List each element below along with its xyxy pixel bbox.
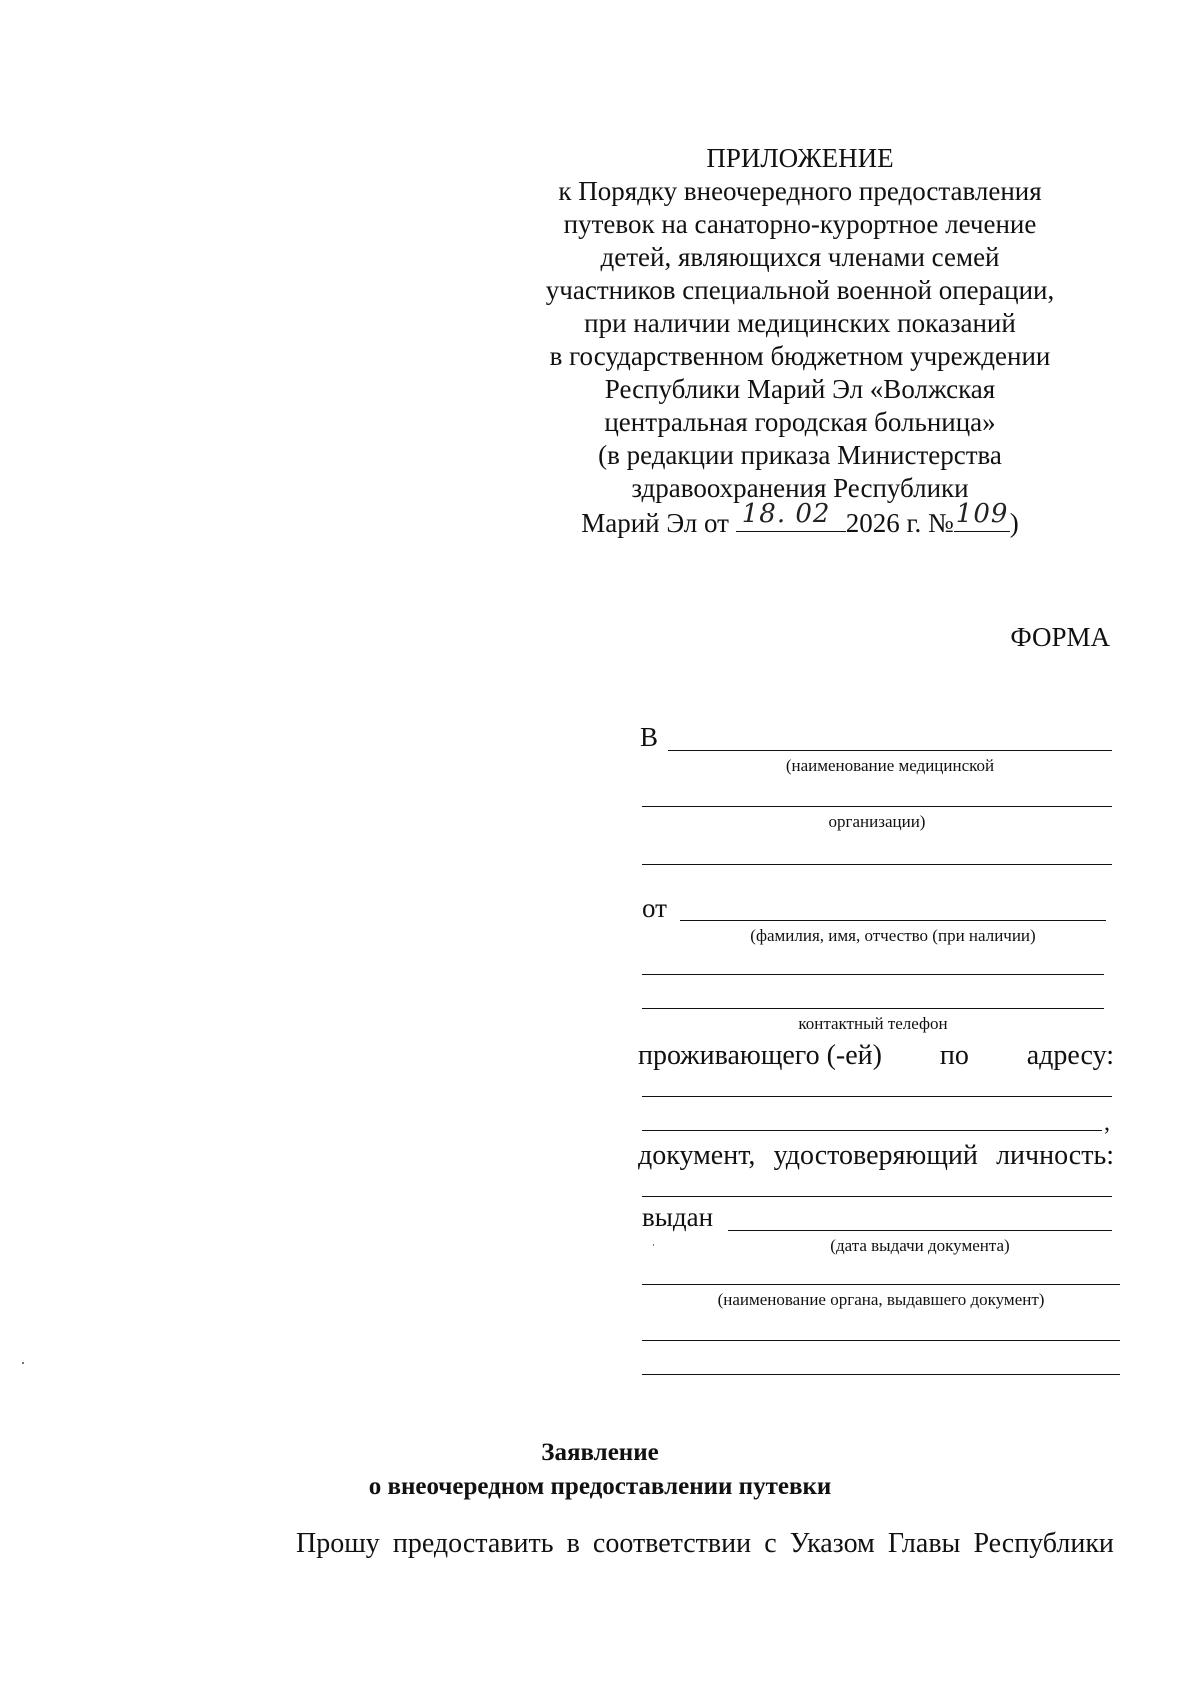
appendix-line: центральная городская больница» [604, 407, 996, 437]
order-prefix: Марий Эл от [581, 508, 729, 538]
body-word: соответствии [592, 1528, 752, 1559]
statement-first-line [296, 1528, 1114, 1560]
to-prefix: В [640, 722, 659, 752]
address-comma: , [1104, 1110, 1110, 1136]
issuer-line-2[interactable] [642, 1340, 1120, 1341]
phone-line[interactable] [642, 1008, 1104, 1009]
body-word: в [566, 1528, 580, 1559]
issuer-line-3[interactable] [642, 1374, 1120, 1375]
order-middle: 2026 г. № [845, 508, 954, 538]
fio-caption: (фамилия, имя, отчество (при наличии) [750, 926, 1036, 945]
issuer-line[interactable] [642, 1284, 1120, 1285]
body-word: с [764, 1528, 777, 1559]
statement-subtitle: о внеочередном предоставлении путевки [368, 1473, 832, 1500]
medical-org-line[interactable] [668, 750, 1112, 751]
blank-line[interactable] [642, 864, 1112, 865]
body-word: Прошу [296, 1528, 380, 1559]
appendix-line: (в редакции приказа Министерства [598, 440, 1002, 470]
address-line[interactable] [642, 1096, 1112, 1097]
applicant-fio-line[interactable] [680, 920, 1106, 921]
applicant-fio-line-2[interactable] [642, 974, 1104, 975]
address-word: адресу: [1026, 1040, 1114, 1071]
order-number-blank [954, 499, 1010, 532]
id-doc-label-row [638, 1140, 1114, 1172]
appendix-line: к Порядку внеочередного предоставления [558, 176, 1042, 206]
address-label-row [638, 1040, 1114, 1072]
body-word: Главы [887, 1528, 961, 1559]
appendix-line: участников специальной военной операции, [545, 275, 1055, 305]
statement-title: Заявление [541, 1439, 659, 1466]
appendix-line: при наличии медицинских показаний [584, 308, 1016, 338]
scan-speck [22, 1362, 24, 1364]
phone-caption: контактный телефон [798, 1014, 948, 1033]
address-word: по [939, 1040, 969, 1071]
issued-prefix: выдан [642, 1202, 714, 1232]
issuer-caption: (наименование органа, выдавшего документ) [717, 1290, 1045, 1309]
appendix-line: здравоохранения Республики [631, 473, 969, 503]
form-label: ФОРМА [1010, 622, 1110, 652]
order-suffix: ) [1009, 508, 1019, 538]
appendix-line: Республики Марий Эл «Волжская [604, 374, 996, 404]
appendix-header [520, 142, 1080, 540]
issue-date-caption: (дата выдачи документа) [830, 1236, 1010, 1255]
body-word: Указом [789, 1528, 875, 1559]
address-line-2[interactable] [642, 1130, 1102, 1131]
order-date-blank [736, 499, 846, 532]
appendix-line: детей, являющихся членами семей [600, 242, 1000, 272]
scan-speck [653, 1244, 654, 1246]
appendix-order-line [520, 499, 1080, 540]
id-doc-word: документ, [638, 1140, 756, 1171]
medical-org-line-2[interactable] [642, 806, 1112, 807]
address-word: проживающего (-ей) [638, 1040, 882, 1071]
handwritten-order-date: 18. 02 [741, 499, 831, 529]
id-doc-line[interactable] [642, 1196, 1112, 1197]
from-prefix: от [642, 893, 667, 923]
body-word: Республики [973, 1528, 1114, 1559]
medical-org-caption-2: организации) [828, 812, 926, 831]
handwritten-order-number: 109 [955, 499, 1009, 529]
body-word: предоставить [392, 1528, 554, 1559]
appendix-line: в государственном бюджетном учреждении [549, 341, 1051, 371]
appendix-line: путевок на санаторно-курортное лечение [563, 209, 1037, 239]
issue-date-line[interactable] [728, 1230, 1112, 1231]
id-doc-word: личность: [996, 1140, 1114, 1171]
medical-org-caption: (наименование медицинской [785, 756, 995, 775]
id-doc-word: удостоверяющий [773, 1140, 978, 1171]
appendix-title: ПРИЛОЖЕНИЕ [706, 143, 894, 173]
